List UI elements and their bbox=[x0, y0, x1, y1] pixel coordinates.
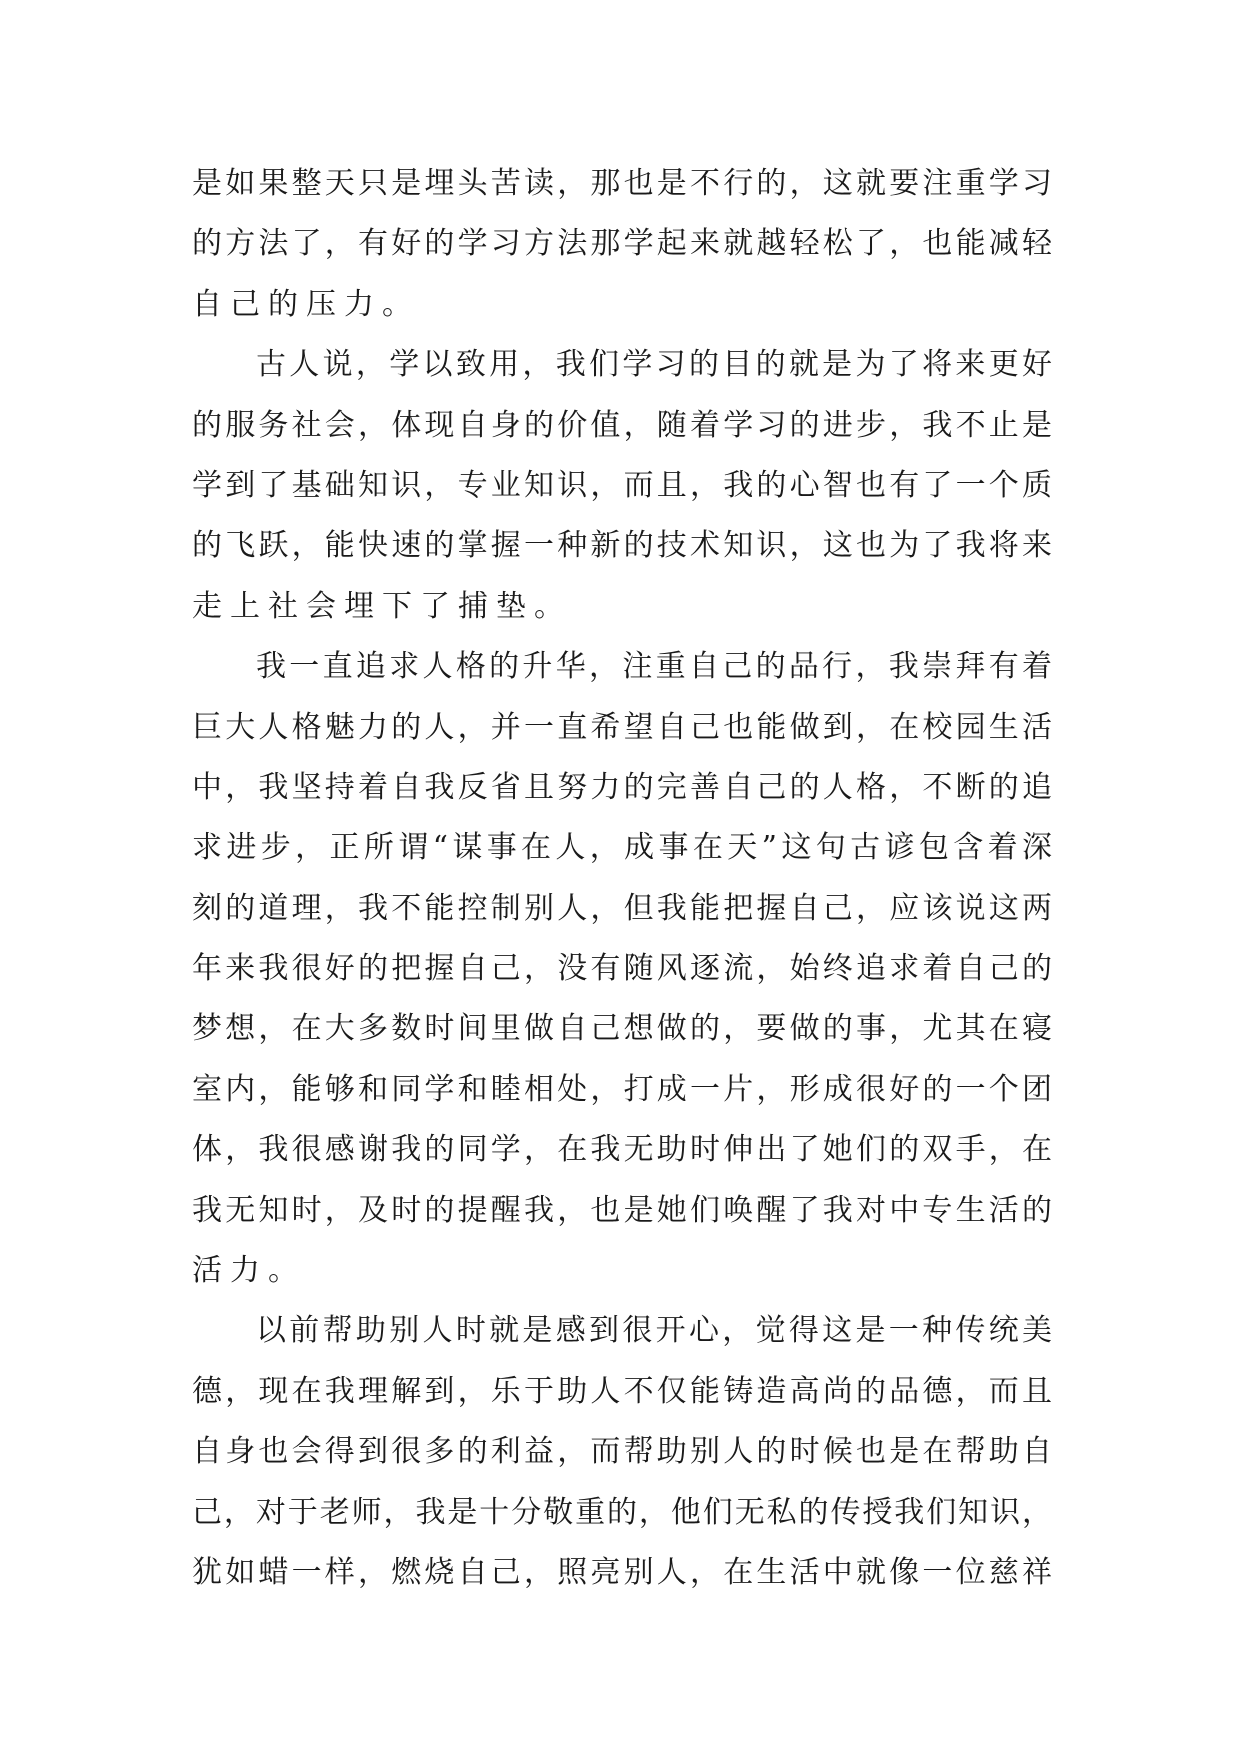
paragraph-start-line: 我一直追求人格的升华，注重自己的品行，我崇拜有着 bbox=[256, 649, 1052, 685]
text-line: 自己的压力。 bbox=[192, 286, 420, 322]
paragraph-start-line: 古人说，学以致用，我们学习的目的就是为了将来更好 bbox=[256, 347, 1052, 383]
text-line: 的方法了，有好的学习方法那学起来就越轻松了，也能减轻 bbox=[192, 226, 1052, 262]
text-line: 走上社会埋下了捕垫。 bbox=[192, 588, 572, 624]
paragraph-start-line: 以前帮助别人时就是感到很开心，觉得这是一种传统美 bbox=[256, 1313, 1052, 1349]
text-line: 己，对于老师，我是十分敬重的，他们无私的传授我们知识， bbox=[192, 1494, 1052, 1530]
text-line: 的服务社会，体现自身的价值，随着学习的进步，我不止是 bbox=[192, 407, 1052, 443]
text-line: 求进步，正所谓“谋事在人，成事在天”这句古谚包含着深 bbox=[192, 830, 1052, 866]
text-line: 活力。 bbox=[192, 1253, 306, 1289]
text-line: 巨大人格魅力的人，并一直希望自己也能做到，在校园生活 bbox=[192, 709, 1052, 745]
text-line: 中，我坚持着自我反省且努力的完善自己的人格，不断的追 bbox=[192, 769, 1052, 805]
text-line: 室内，能够和同学和睦相处，打成一片，形成很好的一个团 bbox=[192, 1071, 1052, 1107]
text-line: 自身也会得到很多的利益，而帮助别人的时候也是在帮助自 bbox=[192, 1434, 1052, 1470]
text-line: 是如果整天只是埋头苦读，那也是不行的，这就要注重学习 bbox=[192, 166, 1052, 201]
text-line: 学到了基础知识，专业知识，而且，我的心智也有了一个质 bbox=[192, 467, 1052, 503]
text-line: 的飞跃，能快速的掌握一种新的技术知识，这也为了我将来 bbox=[192, 528, 1052, 564]
text-line: 梦想，在大多数时间里做自己想做的，要做的事，尤其在寝 bbox=[192, 1011, 1052, 1047]
text-line: 德，现在我理解到，乐于助人不仅能铸造高尚的品德，而且 bbox=[192, 1373, 1052, 1409]
document-body bbox=[192, 154, 1052, 1603]
text-line: 犹如蜡一样，燃烧自己，照亮别人，在生活中就像一位慈祥 bbox=[192, 1554, 1052, 1590]
text-line: 刻的道理，我不能控制别人，但我能把握自己，应该说这两 bbox=[192, 890, 1052, 926]
text-line: 体，我很感谢我的同学，在我无助时伸出了她们的双手，在 bbox=[192, 1132, 1052, 1168]
text-line: 我无知时，及时的提醒我，也是她们唤醒了我对中专生活的 bbox=[192, 1192, 1052, 1228]
text-line: 年来我很好的把握自己，没有随风逐流，始终追求着自己的 bbox=[192, 951, 1052, 987]
